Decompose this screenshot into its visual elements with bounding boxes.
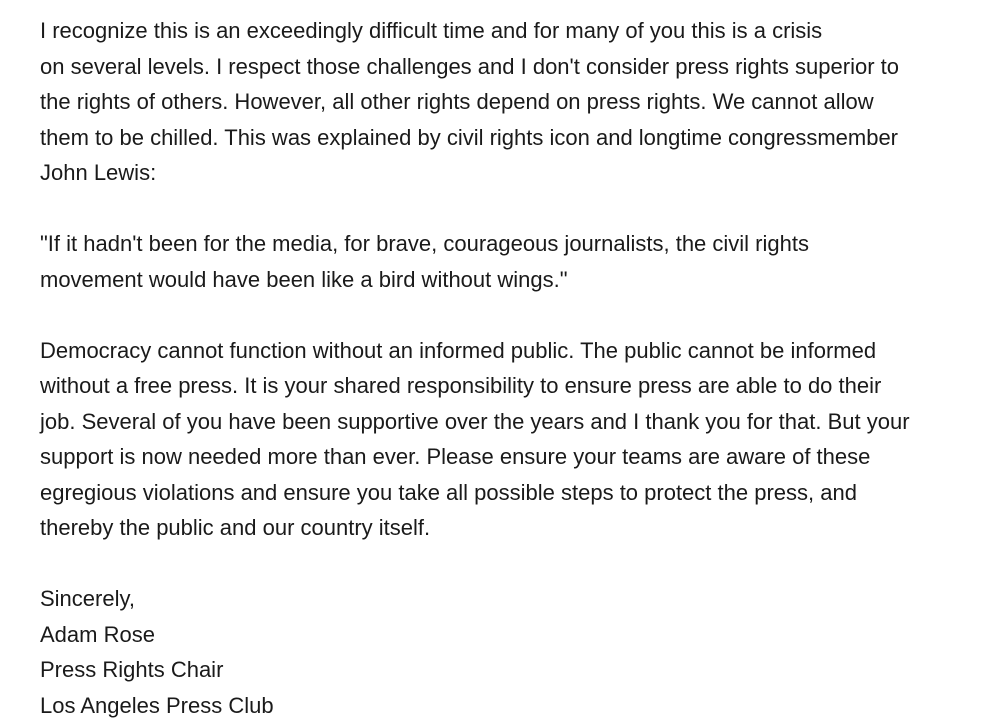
text-line: on several levels. I respect those challenges and I don't consider press rights superior to: [40, 53, 899, 79]
paragraph-quote: [40, 226, 990, 297]
signer-organization: Los Angeles Press Club: [40, 692, 274, 718]
text-line: I recognize this is an exceedingly difficult time and for many of you this is a crisis: [40, 18, 823, 43]
paragraph-intro: [40, 13, 990, 191]
letter-body: [40, 13, 990, 723]
text-line: thereby the public and our country itself.: [40, 515, 431, 540]
text-line: the rights of others. However, all other rights depend on press rights. We cannot allow: [40, 89, 874, 114]
text-line: support is now needed more than ever. Please ensure your teams are aware of these: [40, 444, 871, 469]
text-line: John Lewis:: [40, 160, 157, 185]
text-line: without a free press. It is your shared responsibility to ensure press are able to do their: [40, 373, 882, 398]
quote-line: "If it hadn't been for the media, for brave, courageous journalists, the civil rights: [40, 231, 809, 256]
text-line: them to be chilled. This was explained by civil rights icon and longtime congressmember: [40, 124, 899, 150]
signature-block: [40, 581, 990, 723]
quote-line: movement would have been like a bird without wings.": [40, 266, 568, 292]
signer-title: Press Rights Chair: [40, 657, 224, 682]
text-line: egregious violations and ensure you take all possible steps to protect the press, and: [40, 479, 857, 505]
paragraph-democracy: [40, 333, 990, 546]
text-line: job. Several of you have been supportive over the years and I thank you for that. But your: [40, 408, 910, 434]
closing: Sincerely,: [40, 586, 135, 611]
signer-name: Adam Rose: [40, 621, 155, 647]
text-line: Democracy cannot function without an informed public. The public cannot be informed: [40, 337, 877, 363]
